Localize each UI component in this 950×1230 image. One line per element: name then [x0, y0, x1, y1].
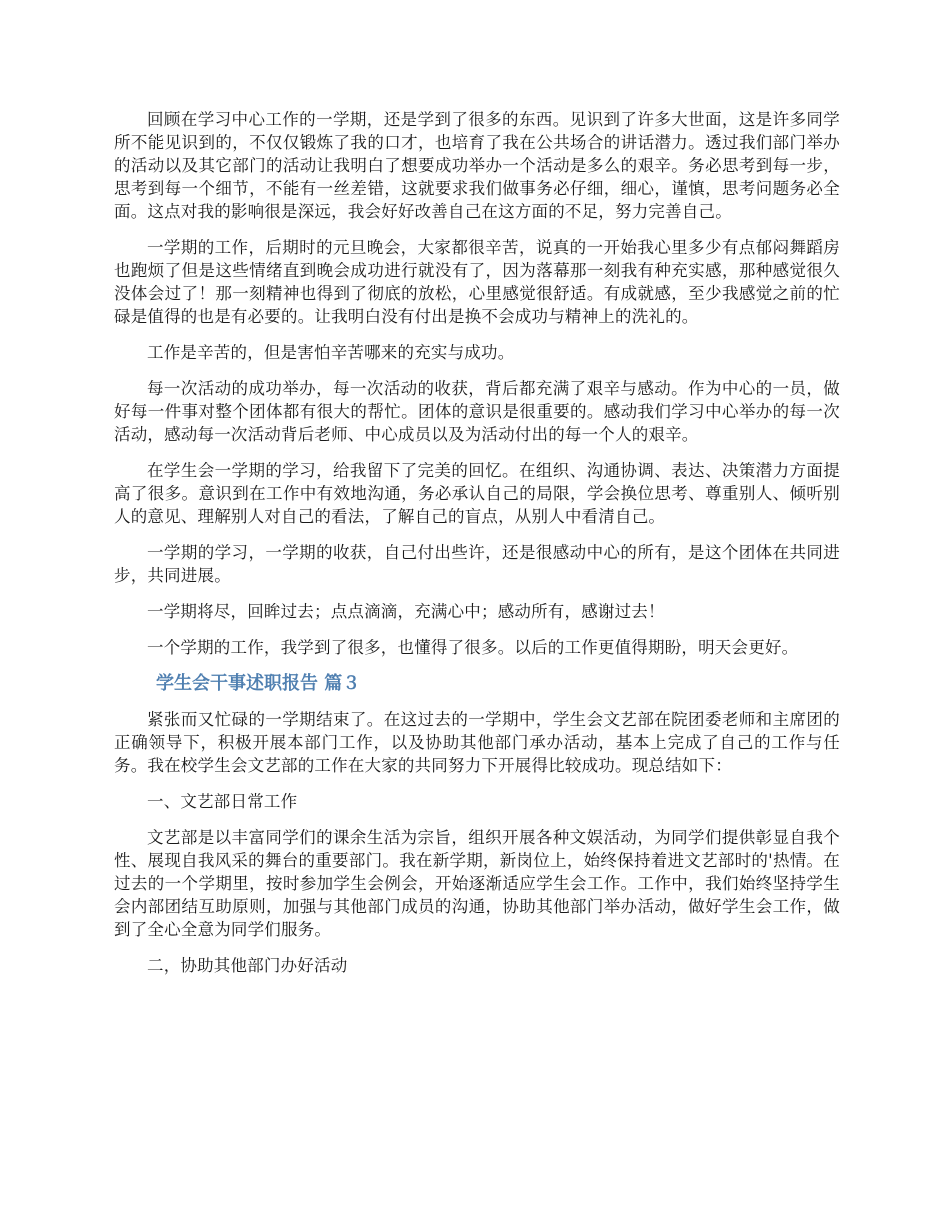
paragraph: 紧张而又忙碌的一学期结束了。在这过去的一学期中，学生会文艺部在院团委老师和主席团的正确领导下，积极开展本部门工作，以及协助其他部门承办活动，基本上完成了自己的工作与任务。我在校学生会文艺部的工作在大家的共同努力下开展得比较成功。现总结如下：: [114, 710, 840, 775]
section-heading: 学生会干事述职报告 篇３: [156, 673, 361, 694]
paragraph: 一学期将尽，回眸过去；点点滴滴，充满心中；感动所有，感谢过去！: [147, 602, 665, 621]
paragraph: 每一次活动的成功举办，每一次活动的收获，背后都充满了艰辛与感动。作为中心的一员，做好每一件事对整个团体都有很大的帮忙。团体的意识是很重要的。感动我们学习中心举办的每一次活动，感动每一次活动背后老师、中心成员以及为活动付出的每一个人的艰辛。: [114, 379, 840, 444]
paragraph: 一学期的学习，一学期的收获，自己付出些许，还是很感动中心的所有，是这个团体在共同进步，共同进展。: [114, 543, 840, 585]
paragraph: 在学生会一学期的学习，给我留下了完美的回忆。在组织、沟通协调、表达、决策潜力方面提高了很多。意识到在工作中有效地沟通，务必承认自己的局限，学会换位思考、尊重别人、倾听别人的意见、理解别人对自己的看法，了解自己的盲点，从别人中看清自己。: [114, 461, 840, 526]
subsection-title: 二，协助其他部门办好活动: [147, 956, 348, 975]
paragraph: 回顾在学习中心工作的一学期，还是学到了很多的东西。见识到了许多大世面，这是许多同学所不能见识到的，不仅仅锻炼了我的口才，也培育了我在公共场合的讲话潜力。透过我们部门举办的活动以及其它部门的活动让我明白了想要成功举办一个活动是多么的艰辛。务必思考到每一步，思考到每一个细节，不能有一丝差错，这就要求我们做事务必仔细，细心，谨慎，思考问题务必全面。这点对我的影响很是深远，我会好好改善自己在这方面的不足，努力完善自己。: [114, 110, 840, 221]
paragraph: 一学期的工作，后期时的元旦晚会，大家都很辛苦，说真的一开始我心里多少有点郁闷舞蹈房也跑烦了但是这些情绪直到晚会成功进行就没有了，因为落幕那一刻我有种充实感，那种感觉很久没体会过了！那一刻精神也得到了彻底的放松，心里感觉很舒适。有成就感，至少我感觉之前的忙碌是值得的也是有必要的。让我明白没有付出是换不会成功与精神上的洗礼的。: [114, 238, 840, 326]
subsection-title: 一、文艺部日常工作: [147, 792, 298, 811]
paragraph: 文艺部是以丰富同学们的课余生活为宗旨，组织开展各种文娱活动，为同学们提供彰显自我个性、展现自我风采的舞台的重要部门。我在新学期，新岗位上，始终保持着进文艺部时的'热情。在过去的一个学期里，按时参加学生会例会，开始逐渐适应学生会工作。工作中，我们始终坚持学生会内部团结互助原则，加强与其他部门成员的沟通，协助其他部门举办活动，做好学生会工作，做到了全心全意为同学们服务。: [114, 828, 840, 939]
paragraph: 工作是辛苦的，但是害怕辛苦哪来的充实与成功。: [147, 343, 515, 362]
document-page: [114, 108, 840, 990]
paragraph: 一个学期的工作，我学到了很多，也懂得了很多。以后的工作更值得期盼，明天会更好。: [147, 638, 799, 657]
